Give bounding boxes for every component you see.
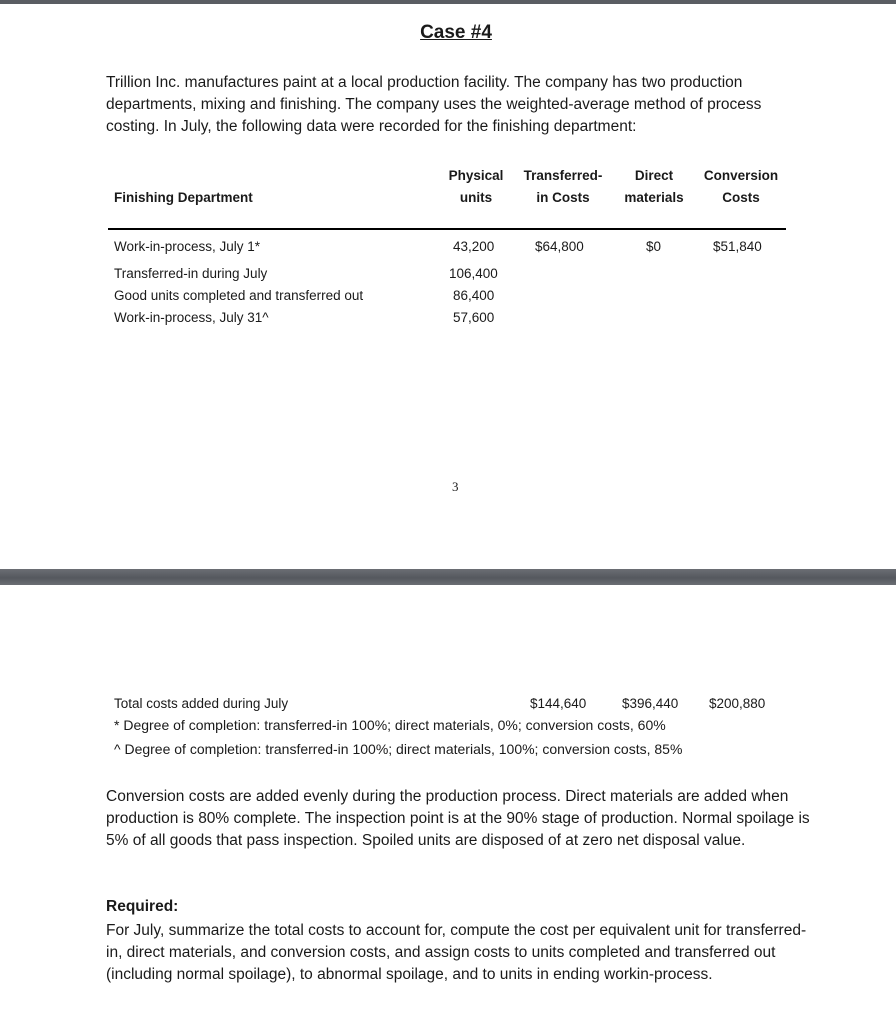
table-cell-conversion: $51,840: [713, 239, 762, 254]
table-cell-units: 43,200: [453, 239, 495, 254]
total-transferred-in: $144,640: [530, 696, 587, 711]
total-conversion: $200,880: [709, 696, 766, 711]
table-row-label: Transferred-in during July: [114, 266, 268, 281]
col-conversion-line1: Conversion: [703, 168, 779, 183]
table-cell-units: 57,600: [453, 310, 495, 325]
table-cell-transferred-in: $64,800: [535, 239, 584, 254]
page-break-divider: [0, 569, 896, 585]
col-physical-units-line2: units: [459, 190, 493, 205]
table-header-rule: [108, 228, 786, 230]
table-cell-units: 86,400: [453, 288, 495, 303]
total-row-label: Total costs added during July: [114, 696, 289, 711]
col-physical-units-line1: Physical: [448, 168, 504, 183]
col-direct-materials-line2: materials: [624, 190, 684, 205]
intro-paragraph: Trillion Inc. manufactures paint at a local production facility. The company has two production departments, mixing and finishing. The company uses the weighted-average method of process costing. In July, the following data were recorded for the finishing department:: [106, 74, 762, 135]
col-conversion-line2: Costs: [722, 190, 760, 205]
col-transferred-in-line2: in Costs: [536, 190, 590, 205]
required-paragraph: For July, summarize the total costs to account for, compute the cost per equivalent unit for transferred-in, direct materials, and conversion costs, and assign costs to units completed and transferred out (including normal spoilage), to abnormal spoilage, and to units in ending workin-process.: [106, 922, 807, 983]
top-page-border: [0, 0, 896, 4]
table-row-label: Work-in-process, July 1*: [114, 239, 261, 254]
col-direct-materials-line1: Direct: [634, 168, 674, 183]
process-paragraph: Conversion costs are added evenly during the production process. Direct materials are added when production is 80% complete. The inspection point is at the 90% stage of production. Normal spoilage is 5% of all goods that pass inspection. Spoiled units are disposed of at zero net disposal value.: [106, 788, 810, 849]
table-row-label: Work-in-process, July 31^: [114, 310, 269, 325]
table-cell-units: 106,400: [449, 266, 498, 281]
case-title: Case #4: [420, 22, 492, 43]
page-number: 3: [452, 479, 459, 494]
total-direct-materials: $396,440: [622, 696, 679, 711]
required-heading: Required:: [106, 898, 179, 915]
footnote-wip-july-1: * Degree of completion: transferred-in 100%; direct materials, 0%; conversion costs, 60%: [114, 717, 666, 733]
table-row-header: Finishing Department: [114, 190, 253, 205]
col-transferred-in-line1: Transferred-: [523, 168, 603, 183]
footnote-wip-july-31: ^ Degree of completion: transferred-in 100%; direct materials, 100%; conversion costs, 85%: [114, 741, 683, 757]
table-cell-direct-materials: $0: [646, 239, 662, 254]
table-row-label: Good units completed and transferred out: [114, 288, 364, 303]
